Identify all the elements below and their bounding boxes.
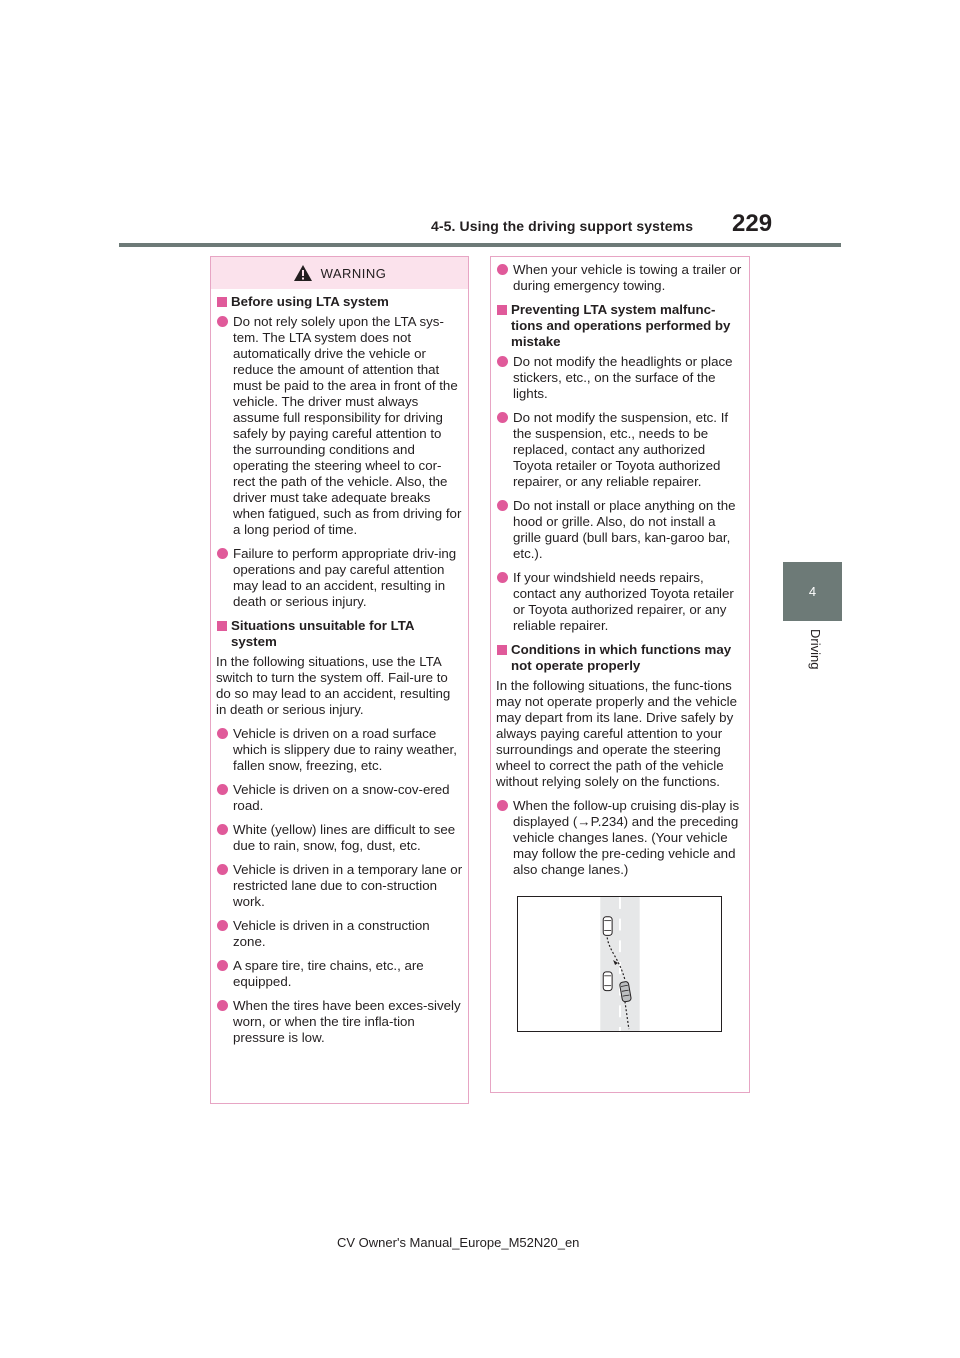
square-bullet-icon [497,645,507,655]
list-item: Vehicle is driven in a temporary lane or restricted lane due to con-struction work. [216,862,463,910]
list-item: Vehicle is driven in a construction zone. [216,918,463,950]
paragraph: In the following situations, the func-tions may not operate properly and the vehicle may depart from its lane. Drive safely by always paying careful attention to your surroundings and operate the steering wheel to correct the path of the vehicle without relying solely on the functions. [496,678,737,789]
section-heading: Preventing LTA system malfunc-tions and operations performed by mistake [496,302,744,350]
warning-triangle-icon [293,264,313,282]
section-heading: Conditions in which functions may not operate properly [496,642,744,674]
square-bullet-icon [217,621,227,631]
square-bullet-icon [217,297,227,307]
list-item: When your vehicle is towing a trailer or during emergency towing. [496,262,744,294]
list-item: Do not install or place anything on the hood or grille. Also, do not install a grille guard (bull bars, kan-garoo bar, etc.). [496,498,744,562]
list-item: Do not modify the suspension, etc. If the suspension, etc., needs to be replaced, contact any authorized Toyota retailer or Toyota authorized repairer, or any reliable repairer. [496,410,744,490]
list-item: When the tires have been exces-sively worn, or when the tire infla-tion pressure is low. [216,998,463,1046]
bullet-icon [497,500,508,511]
bullet-icon [497,412,508,423]
bullet-icon [217,548,228,559]
list-item: Failure to perform appropriate driv-ing operations and pay careful attention may lead to an accident, resulting in death or serious injury. [216,546,463,610]
bullet-icon [217,920,228,931]
bullet-icon [217,960,228,971]
warning-header [211,257,468,289]
chapter-tab [783,562,842,621]
bullet-icon [217,728,228,739]
own-vehicle-icon [603,972,612,991]
list-item: Vehicle is driven on a snow-cov-ered road. [216,782,463,814]
list-item: Do not rely solely upon the LTA sys-tem. The LTA system does not automatically drive the vehicle or reduce the amount of attention that must be paid to the area in front of the vehicle. The driver must always assume full responsibility for driving safely by paying careful attention to the surrounding conditions and operating the steering wheel to cor-rect the path of the vehicle. Also, the driver must take adequate breaks when fatigued, such as from driving for a long period of time. [216,314,463,538]
preceding-vehicle-icon [603,917,612,936]
warning-box-right [490,256,750,1093]
footer-text: CV Owner's Manual_Europe_M52N20_en [337,1235,580,1250]
bullet-icon [217,864,228,875]
list-item: White (yellow) lines are difficult to see due to rain, snow, fog, dust, etc. [216,822,463,854]
bullet-icon [497,572,508,583]
section-heading: Situations unsuitable for LTA system [216,618,463,650]
paragraph: In the following situations, use the LTA switch to turn the system off. Fail-ure to do so may lead to an accident, resulting in death or serious injury. [216,654,451,717]
bullet-icon [217,316,228,327]
list-item: If your windshield needs repairs, contact any authorized Toyota retailer or Toyota authorized repairer, or any reliable repairer. [496,570,744,634]
bullet-icon [217,1000,228,1011]
list-item: When the follow-up cruising dis-play is displayed (→P.234) and the preceding vehicle changes lanes. (Your vehicle may follow the pre-ceding vehicle and also change lanes.) [496,798,744,878]
page-number: 229 [732,210,773,237]
bullet-icon [217,784,228,795]
chapter-label: Driving [808,629,823,670]
bullet-icon [497,800,508,811]
warning-content-left [211,289,468,1046]
bullet-icon [497,264,508,275]
chapter-number: 4 [808,584,817,599]
list-item: Vehicle is driven on a road surface which is slippery due to rainy weather, fallen snow, freezing, etc. [216,726,463,774]
warning-box-left [210,256,469,1104]
lane-change-illustration [517,896,722,1032]
header-rule [119,243,841,247]
section-title: 4-5. Using the driving support systems [431,218,694,234]
square-bullet-icon [497,305,507,315]
warning-content-right [491,257,749,1036]
warning-label: WARNING [320,265,387,281]
list-item: A spare tire, tire chains, etc., are equipped. [216,958,463,990]
list-item: Do not modify the headlights or place stickers, etc., on the surface of the lights. [496,354,744,402]
bullet-icon [497,356,508,367]
section-heading: Before using LTA system [216,294,463,310]
bullet-icon [217,824,228,835]
